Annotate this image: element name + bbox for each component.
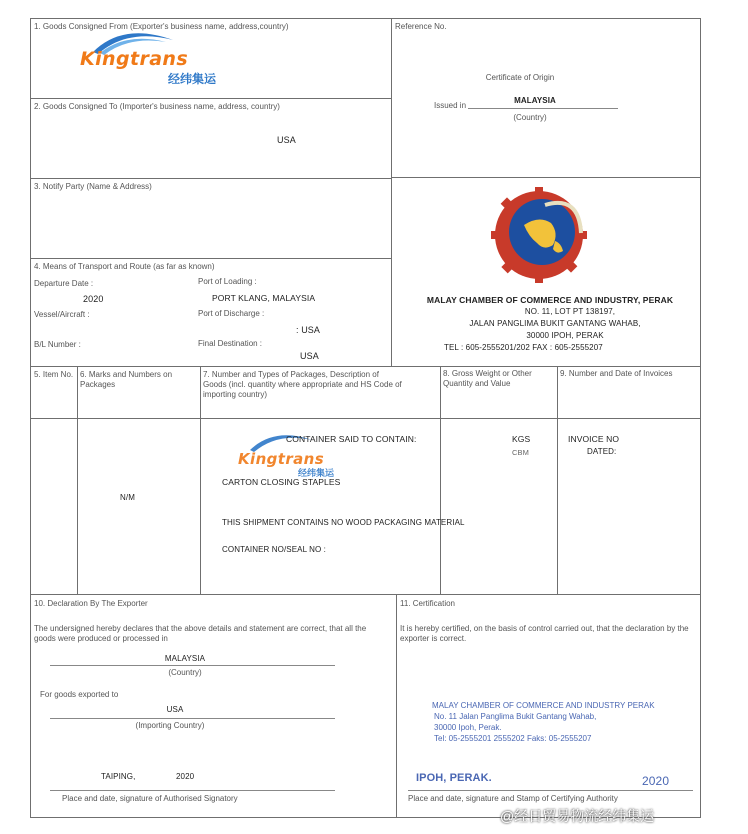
stamp-line-2: No. 11 Jalan Panglima Bukit Gantang Wahab, [434,712,597,721]
stamp-line-1: MALAY CHAMBER OF COMMERCE AND INDUSTRY PERAK [432,701,655,710]
declaration-label: 10. Declaration By The Exporter [34,599,148,608]
certification-signature-line [408,790,693,791]
logo-chinese: 经纬集运 [168,72,217,86]
issued-in-value: MALAYSIA [514,96,556,105]
invoice-value: INVOICE NO [568,434,620,444]
col-description: 7. Number and Types of Packages, Description of Goods (incl. quantity where appropriate and HS Code of importing country) [203,370,402,399]
watermark-logo-chinese: 经纬集运 [298,468,335,478]
weight-value: KGS [512,434,531,444]
stamp-line-3: 30000 Ipoh, Perak. [434,723,502,732]
divider [30,178,391,179]
certification-signature-caption: Place and date, signature and Stamp of Certifying Authority [408,794,618,803]
source-watermark: @经日贸易物流经纬集运 [500,808,655,824]
divider [30,258,391,259]
col-item-no: 5. Item No. [34,370,74,379]
chamber-name: MALAY CHAMBER OF COMMERCE AND INDUSTRY, PERAK [426,295,674,305]
importing-country-caption: (Importing Country) [135,721,205,730]
divider [391,18,392,366]
issued-country-caption: (Country) [513,113,547,122]
declaration-country-caption: (Country) [168,668,202,677]
consignee-label: 2. Goods Consigned To (Importer's business name, address, country) [34,102,280,111]
final-destination-label: Final Destination : [198,339,263,348]
divider [396,594,397,818]
declaration-text: The undersigned hereby declares that the above details and statement are correct, that all the goods were produced or processed in [34,624,367,643]
desc-line-4: CONTAINER NO/SEAL NO : [222,545,326,554]
col-invoice: 9. Number and Date of Invoices [560,369,673,378]
declaration-place: TAIPING, [101,772,136,781]
certification-text: It is hereby certified, on the basis of control carried out, that the declaration by the exporter is correct. [400,624,689,643]
port-discharge-value: : USA [296,325,321,335]
cbm-value: CBM [512,448,529,457]
certification-label: 11. Certification [400,599,455,608]
final-destination-value: USA [300,351,319,361]
border-top [30,18,700,19]
divider [30,98,391,99]
border-right [700,18,701,818]
transport-label: 4. Means of Transport and Route (as far as known) [34,262,215,271]
divider [391,177,700,178]
logo-wordmark: Kingtrans [80,48,189,70]
kingtrans-logo [80,26,230,86]
exported-to-label: For goods exported to [40,690,119,699]
stamp-line-4: Tel: 05-2555201 2555202 Faks: 05-2555207 [434,734,592,743]
notify-label: 3. Notify Party (Name & Address) [34,182,152,191]
departure-label: Departure Date : [34,279,94,288]
certification-year: 2020 [642,774,670,788]
departure-value: 2020 [83,294,104,304]
divider [30,594,700,595]
chamber-address-3: 30000 IPOH, PERAK [526,331,604,340]
consignee-value: USA [277,135,296,145]
col-weight: 8. Gross Weight or Other Quantity and Value [443,369,532,388]
certificate-title: Certificate of Origin [485,73,555,82]
divider [77,366,78,594]
chamber-address-2: JALAN PANGLIMA BUKIT GANTANG WAHAB, [469,319,641,328]
marks-value: N/M [120,493,135,502]
bl-number-label: B/L Number : [34,340,81,349]
dated-value: DATED: [587,447,617,456]
issued-in-label: Issued in [434,101,467,110]
issued-underline [468,108,618,109]
declaration-year: 2020 [176,772,195,781]
divider [440,366,441,594]
port-discharge-label: Port of Discharge : [198,309,265,318]
goods-from-label: 1. Goods Consigned From (Exporter's business name, address,country) [34,22,289,31]
certification-place: IPOH, PERAK. [416,772,492,784]
vessel-label: Vessel/Aircraft : [34,310,90,319]
desc-line-1: CONTAINER SAID TO CONTAIN: [286,434,417,444]
divider [200,366,201,594]
port-loading-label: Port of Loading : [198,277,257,286]
divider [557,366,558,594]
chamber-address-1: NO. 11, LOT PT 138197, [524,307,616,316]
port-loading-value: PORT KLANG, MALAYSIA [212,293,316,303]
chamber-tel-fax: TEL : 605-2555201/202 FAX : 605-2555207 [444,343,603,352]
desc-line-3: THIS SHIPMENT CONTAINS NO WOOD PACKAGING MATERIAL [222,518,465,527]
declaration-signature-line [50,790,335,791]
declaration-country-underline [50,665,335,666]
declaration-country-value: MALAYSIA [164,654,206,663]
divider [30,366,700,367]
desc-line-2: CARTON CLOSING STAPLES [222,477,341,487]
watermark-logo-wordmark: Kingtrans [238,450,325,468]
col-marks: 6. Marks and Numbers on Packages [80,370,173,389]
chamber-emblem-icon [489,185,589,285]
reference-label: Reference No. [395,22,447,31]
importing-country-value: USA [166,705,184,714]
declaration-signature-caption: Place and date, signature of Authorised Signatory [62,794,238,803]
importing-country-underline [50,718,335,719]
divider [30,418,700,419]
